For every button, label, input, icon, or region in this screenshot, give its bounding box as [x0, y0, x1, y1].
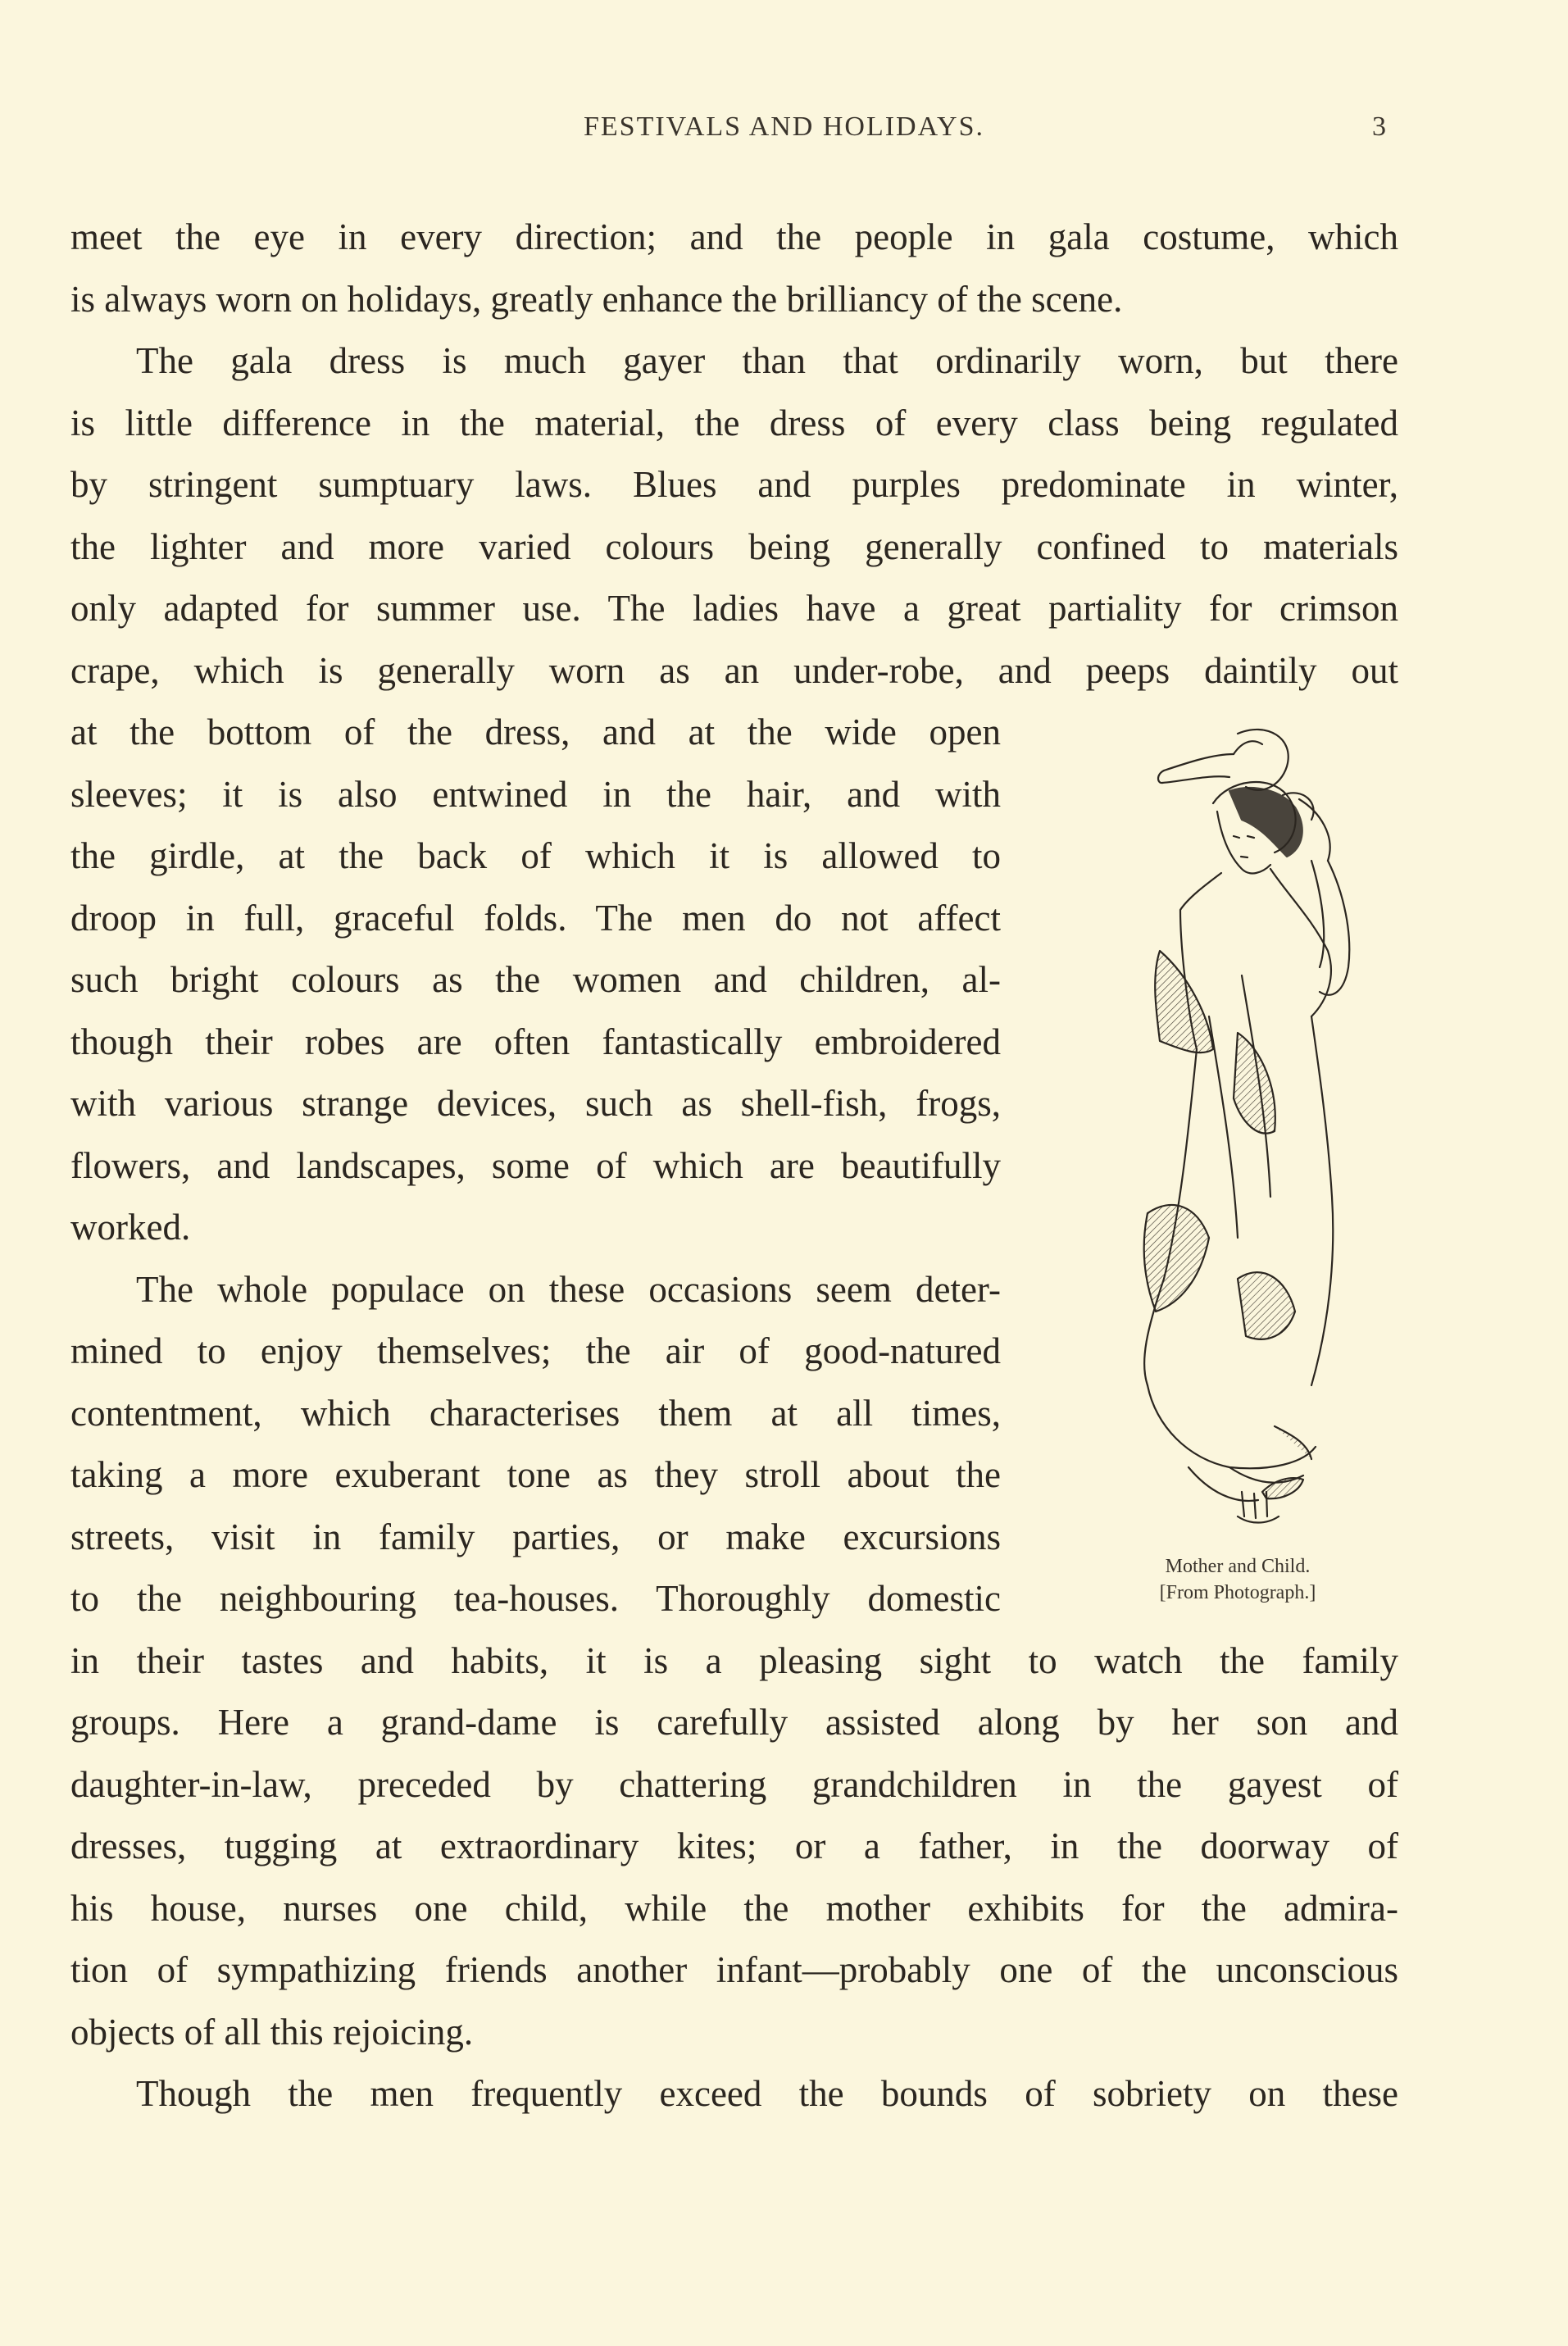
figure-caption	[1066, 1553, 1410, 1606]
page-number: 3	[1372, 111, 1386, 142]
text-line: crape, which is generally worn as an under-robe, and peeps daintily out	[70, 649, 1398, 691]
text-line: only adapted for summer use. The ladies have a great partiality for crimson	[70, 588, 1398, 629]
text-line: mined to enjoy themselves; the air of good-natured	[70, 1330, 1001, 1371]
text-line: is always worn on holidays, greatly enhance the brilliancy of the scene.	[70, 278, 1123, 320]
text-line: though their robes are often fantastically embroidered	[70, 1021, 1001, 1062]
mother-and-child-illustration	[1066, 705, 1410, 1557]
text-line: such bright colours as the women and children, al-	[70, 959, 1001, 1000]
text-line: tion of sympathizing friends another infant—probably one of the unconscious	[70, 1949, 1398, 1990]
text-line: dresses, tugging at extraordinary kites; or a father, in the doorway of	[70, 1825, 1398, 1866]
text-line: streets, visit in family parties, or make excursions	[70, 1516, 1001, 1557]
text-line: his house, nurses one child, while the mother exhibits for the admira-	[70, 1887, 1398, 1929]
text-line: contentment, which characterises them at all times,	[70, 1392, 1001, 1434]
caption-source: [From Photograph.]	[1159, 1582, 1316, 1603]
engraving-figure	[1066, 705, 1410, 1557]
text-line: is little difference in the material, the dress of every class being regulated	[70, 402, 1398, 443]
text-line: objects of all this rejoicing.	[70, 2011, 474, 2053]
text-line: The whole populace on these occasions seem deter-	[136, 1268, 1001, 1310]
text-line: at the bottom of the dress, and at the wide open	[70, 712, 1001, 752]
text-line: droop in full, graceful folds. The men do not affect	[70, 897, 1001, 939]
text-line: sleeves; it is also entwined in the hair, and with	[70, 773, 1001, 815]
text-line: to the neighbouring tea-houses. Thoroughly domestic	[70, 1578, 1001, 1619]
text-line: taking a more exuberant tone as they stroll about the	[70, 1454, 1001, 1495]
text-line: groups. Here a grand-dame is carefully assisted along by her son and	[70, 1702, 1398, 1743]
running-head	[0, 111, 1568, 161]
text-line: daughter-in-law, preceded by chattering grandchildren in the gayest of	[70, 1763, 1398, 1805]
text-line: worked.	[70, 1207, 191, 1248]
text-line: by stringent sumptuary laws. Blues and purples predominate in winter,	[70, 464, 1398, 505]
text-line: The gala dress is much gayer than that ordinarily worn, but there	[136, 340, 1398, 381]
text-line: the girdle, at the back of which it is allowed to	[70, 835, 1001, 876]
text-line: the lighter and more varied colours being generally confined to materials	[70, 525, 1398, 567]
text-line: meet the eye in every direction; and the people in gala costume, which	[70, 216, 1398, 257]
running-title: FESTIVALS AND HOLIDAYS.	[583, 111, 984, 142]
caption-title: Mother and Child.	[1165, 1556, 1311, 1577]
text-line: flowers, and landscapes, some of which are beautifully	[70, 1144, 1001, 1186]
text-line: with various strange devices, such as shell-fish, frogs,	[70, 1083, 1001, 1124]
text-line: in their tastes and habits, it is a pleasing sight to watch the family	[70, 1639, 1398, 1681]
text-line: Though the men frequently exceed the bounds of sobriety on these	[136, 2073, 1398, 2114]
